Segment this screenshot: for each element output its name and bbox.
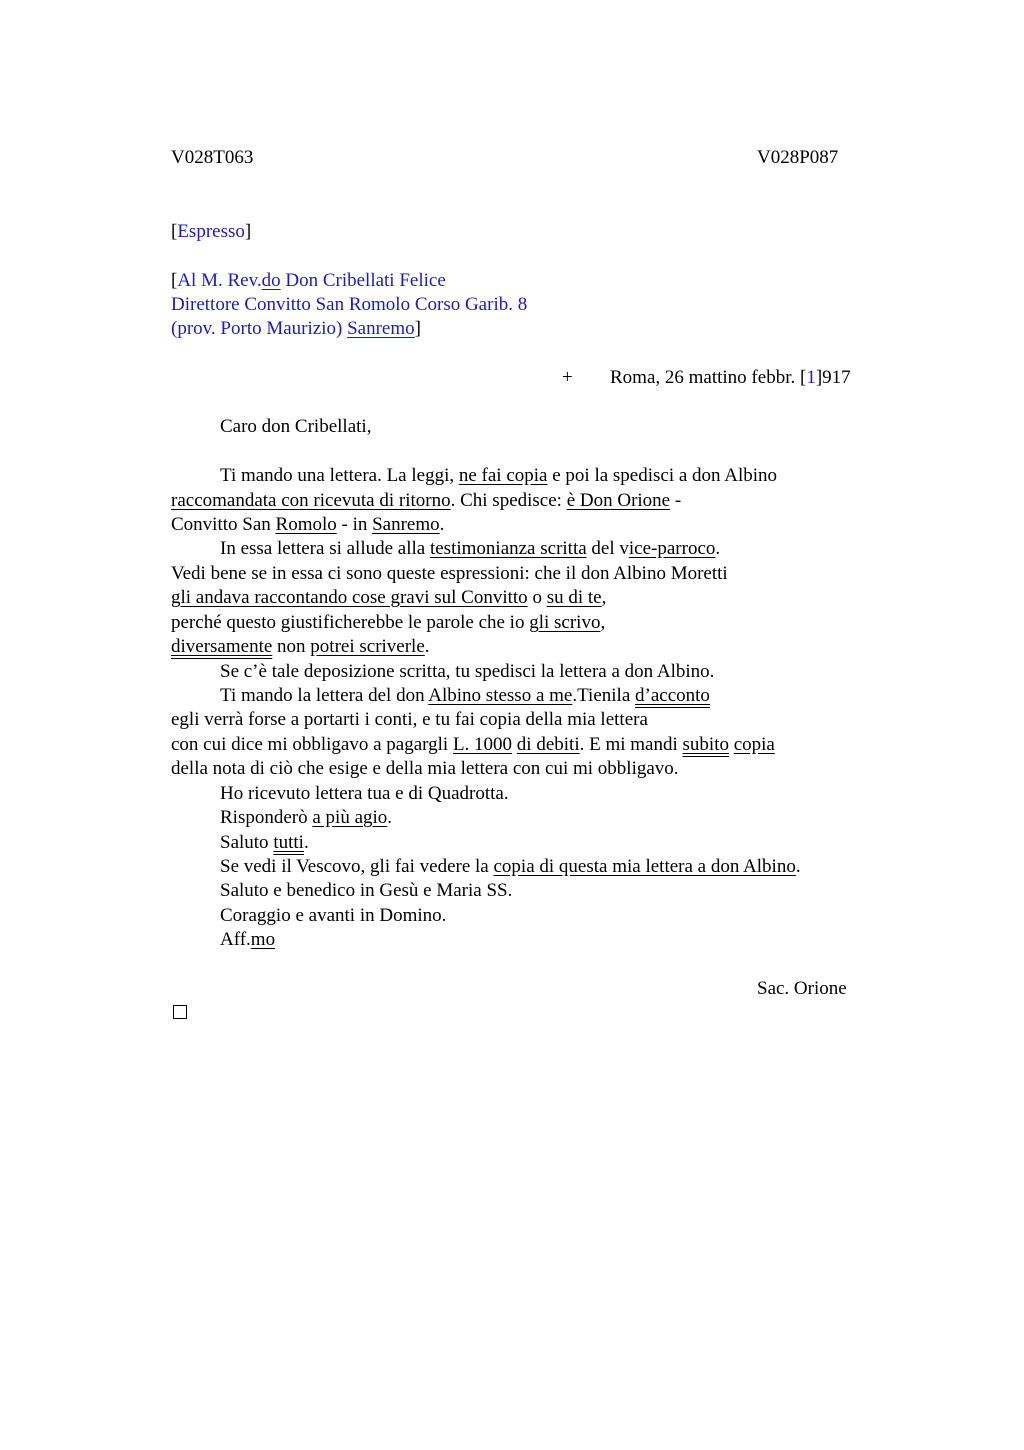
espresso-note: [Espresso] [171,221,252,242]
body-line: perché questo giustificherebbe le parole che io gli scrivo, [171,612,606,633]
body-line: Coraggio e avanti in Domino. [220,905,447,926]
body-line: gli andava raccontando cose gravi sul Convitto o su di te, [171,587,607,608]
body-line: Saluto e benedico in Gesù e Maria SS. [220,880,513,901]
dateline: Roma, 26 mattino febbr. [1]917 [610,367,851,388]
body-line: diversamente non potrei scriverle. [171,636,430,657]
address-line-1: [Al M. Rev.do Don Cribellati Felice [171,270,446,291]
body-line: raccomandata con ricevuta di ritorno. Chi spedisce: è Don Orione - [171,490,682,511]
body-line: Se c’è tale deposizione scritta, tu spedisci la lettera a don Albino. [220,661,715,682]
body-line: Risponderò a più agio. [220,807,393,828]
body-line: In essa lettera si allude alla testimonianza scritta del vice-parroco. [220,538,721,559]
end-marker-box [173,1005,187,1019]
body-line: Ti mando una lettera. La leggi, ne fai copia e poi la spedisci a don Albino [220,465,778,486]
body-line: Ho ricevuto lettera tua e di Quadrotta. [220,783,509,804]
address-line-2: Direttore Convitto San Romolo Corso Garib. 8 [171,294,528,315]
body-line: della nota di ciò che esige e della mia lettera con cui mi obbligavo. [171,758,679,779]
document-code-right: V028P087 [757,147,839,168]
body-line: Vedi bene se in essa ci sono queste espressioni: che il don Albino Moretti [171,563,728,584]
document-code-left: V028T063 [171,147,254,168]
body-line: Se vedi il Vescovo, gli fai vedere la copia di questa mia lettera a don Albino. [220,856,801,877]
body-line: Convitto San Romolo - in Sanremo. [171,514,445,535]
closing: Aff.mo [220,929,276,950]
signature: Sac. Orione [757,978,847,999]
address-line-3: (prov. Porto Maurizio) Sanremo] [171,318,421,339]
cross-symbol: + [562,367,573,388]
body-line: Saluto tutti. [220,832,309,853]
salutation: Caro don Cribellati, [220,416,372,437]
body-line: egli verrà forse a portarti i conti, e tu fai copia della mia lettera [171,709,648,730]
body-line: Ti mando la lettera del don Albino stesso a me.Tienila d’acconto [220,685,710,706]
body-line: con cui dice mi obbligavo a pagargli L. 1000 di debiti. E mi mandi subito copia [171,734,775,755]
